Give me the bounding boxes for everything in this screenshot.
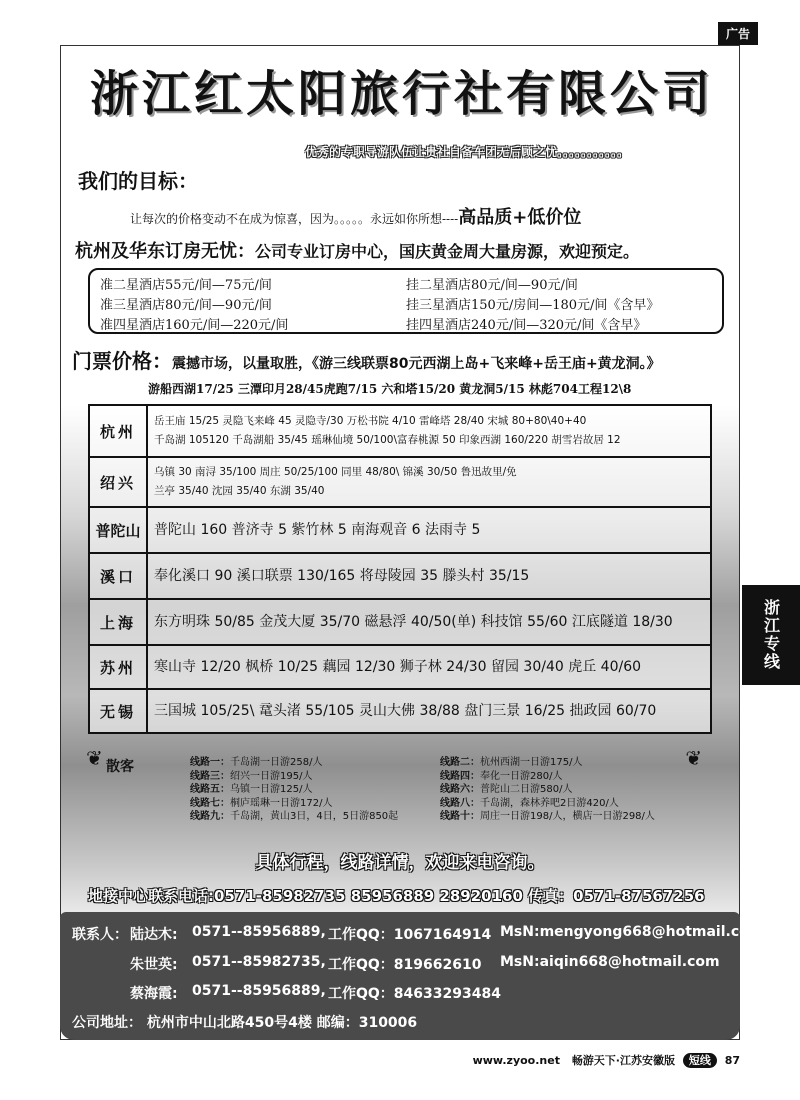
hotel-price: 挂四星酒店240元/间—320元/间《含早》 <box>406 318 647 333</box>
route-item: 线路一：千岛湖一日游258/人 <box>190 757 323 768</box>
booking-title: 杭州及华东订房无忧： <box>75 241 255 262</box>
table-row <box>89 645 711 689</box>
side-tab: 浙江专线 <box>742 585 800 685</box>
hotel-price: 准三星酒店80元/间—90元/间 <box>100 298 272 313</box>
booking-line <box>75 237 639 263</box>
route-item: 线路五：乌镇一日游125/人 <box>190 784 313 795</box>
ticket-title: 门票价格： <box>72 349 172 373</box>
city-ticket-table <box>88 404 712 734</box>
city-name: 普陀山 <box>89 507 147 553</box>
route-item: 线路十：周庄一日游198/人，横店一日游298/人 <box>440 811 655 822</box>
phone-line: 地接中心联系电话:0571-85982735 85956889 28920160 传真：0571-87567256 <box>88 887 705 905</box>
route-item: 线路七：桐庐瑶琳一日游172/人 <box>190 797 333 809</box>
contacts-panel <box>60 912 764 1040</box>
hotel-price: 准二星酒店55元/间—75元/间 <box>100 278 272 293</box>
hotel-price: 挂二星酒店80元/间—90元/间 <box>406 278 578 293</box>
site-line: 奉化溪口 90 溪口联票 130/165 将母陵园 35 滕头村 35/15 <box>154 567 530 584</box>
table-row <box>89 553 711 599</box>
ad-tag: 广告 <box>718 22 758 45</box>
site-line: 寒山寺 12/20 枫桥 10/25 藕园 12/30 狮子林 24/30 留园 30/40 虎丘 40/60 <box>154 658 642 675</box>
contact-name: 蔡海霞: <box>130 986 178 1002</box>
site-line: 三国城 105/25\ 鼋头渚 55/105 灵山大佛 38/88 盘门三景 16/25 拙政园 60/70 <box>154 702 657 719</box>
site-line: 岳王庙 15/25 灵隐飞来峰 45 灵隐寺/30 万松书院 4/10 雷峰塔 28/40 宋城 80+80\40+40 <box>154 415 587 427</box>
table-row <box>89 457 711 507</box>
contact-phone: 0571--85956889, <box>192 983 326 999</box>
company-name: 浙江红太阳旅行社有限公司 <box>89 66 714 122</box>
ornament-icon: ❦ <box>685 746 702 770</box>
goal-emphasis: 高品质+低价位 <box>458 207 582 228</box>
city-name: 溪口 <box>89 553 147 599</box>
contact-msn: MsN:mengyong668@hotmail.com <box>500 924 764 940</box>
city-sites <box>147 645 711 689</box>
table-row <box>89 689 711 733</box>
page-number: 87 <box>724 1054 740 1067</box>
city-sites <box>147 599 711 645</box>
table-row <box>89 507 711 553</box>
slogan: 优秀的专职导游队伍让贵社自备车团无后顾之忧。。。。。。。。。。。 <box>305 145 630 159</box>
site-line: 千岛湖 105120 千岛湖船 35/45 瑶琳仙境 50/100\富春桃源 50 印象西湖 160/220 胡雪岩故居 12 <box>154 434 621 446</box>
ticket-heading <box>72 345 661 374</box>
footer-badge: 短线 <box>683 1053 717 1068</box>
footer-site: www.zyoo.net <box>472 1054 560 1067</box>
site-line: 乌镇 30 南浔 35/100 周庄 50/25/100 同里 48/80\ 锦溪 30/50 鲁迅故里/免 <box>154 466 517 478</box>
city-name: 上海 <box>89 599 147 645</box>
page-footer <box>473 1052 740 1068</box>
hotel-price: 准四星酒店160元/间—220元/间 <box>100 318 289 333</box>
tour-routes <box>88 744 700 832</box>
ornament-icon: ❦ <box>86 746 103 770</box>
contact-phone: 0571--85982735, <box>192 954 326 970</box>
site-line: 兰亭 35/40 沈园 35/40 东湖 35/40 <box>154 485 325 497</box>
route-item: 线路六：普陀山二日游580/人 <box>440 784 573 795</box>
route-item: 线路四：奉化一日游280/人 <box>440 770 563 782</box>
city-sites <box>147 553 711 599</box>
goal-title: 我们的目标： <box>78 169 198 193</box>
contact-name: 陆达木: <box>130 927 178 943</box>
city-name: 苏州 <box>89 645 147 689</box>
routes-label: 散客 <box>106 759 134 775</box>
route-item: 线路九：千岛湖，黄山3日，4日，5日游850起 <box>190 811 399 822</box>
footer-brand: 畅游天下·江苏安徽版 <box>571 1054 675 1067</box>
contact-name: 朱世英: <box>130 957 178 973</box>
city-name: 无锡 <box>89 689 147 733</box>
city-sites <box>147 507 711 553</box>
city-name: 绍兴 <box>89 457 147 507</box>
route-item: 线路二：杭州西湖一日游175/人 <box>440 757 583 768</box>
city-sites <box>147 457 711 507</box>
site-line: 普陀山 160 普济寺 5 紫竹林 5 南海观音 6 法雨寺 5 <box>154 521 481 538</box>
route-item: 线路三：绍兴一日游195/人 <box>190 770 313 782</box>
hotel-price-box <box>88 268 724 334</box>
contact-cta: 具体行程，线路详情，欢迎来电咨询。 <box>255 853 545 873</box>
contact-qq: 工作QQ：819662610 <box>328 957 482 973</box>
city-sites <box>147 689 711 733</box>
ticket-promo: 震撼市场，以量取胜，《游三线联票80元西湖上岛+飞来峰+岳王庙+黄龙洞。》 <box>172 356 661 372</box>
goal-text <box>130 203 581 229</box>
contact-qq: 工作QQ：1067164914 <box>328 927 492 943</box>
routes-grid <box>190 756 700 824</box>
cruise-prices: 游船西湖17/25 三潭印月28/45虎跑7/15 六和塔15/20 黄龙洞5/15 林彪704工程12\8 <box>148 382 632 396</box>
hotel-price: 挂三星酒店150元/房间—180元/间《含早》 <box>406 298 660 313</box>
table-row <box>89 405 711 457</box>
goal-text-body: 让每次的价格变动不在成为惊喜，因为。。。。。永远如你所想---- <box>130 212 459 226</box>
company-address: 公司地址： 杭州市中山北路450号4楼 邮编：310006 <box>72 1015 418 1031</box>
contacts-label: 联系人： <box>72 927 128 943</box>
city-name: 杭州 <box>89 405 147 457</box>
contact-phone: 0571--85956889, <box>192 924 326 940</box>
city-sites <box>147 405 711 457</box>
booking-detail: 公司专业订房中心，国庆黄金周大量房源，欢迎预定。 <box>255 242 640 261</box>
site-line: 东方明珠 50/85 金茂大厦 35/70 磁悬浮 40/50(单) 科技馆 55/60 江底隧道 18/30 <box>154 613 673 630</box>
contact-msn: MsN:aiqin668@hotmail.com <box>500 954 720 970</box>
table-row <box>89 599 711 645</box>
contact-qq: 工作QQ：84633293484 <box>328 986 501 1002</box>
route-item: 线路八：千岛湖，森林养吧2日游420/人 <box>440 797 619 809</box>
